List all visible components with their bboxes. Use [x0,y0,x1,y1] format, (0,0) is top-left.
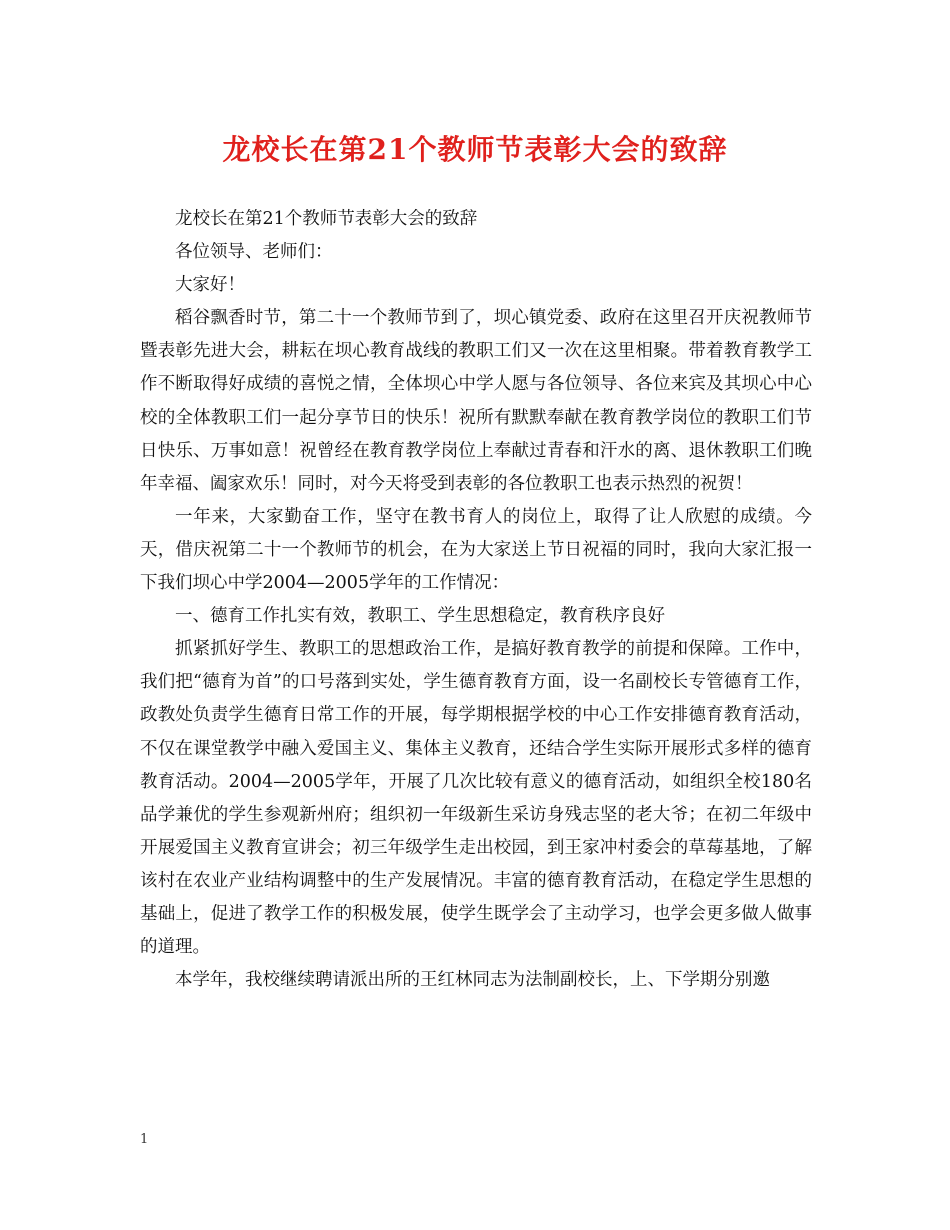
body-paragraph-subtitle: 龙校长在第21个教师节表彰大会的致辞 [175,209,478,229]
body-paragraph: 稻谷飘香时节，第二十一个教师节到了，坝心镇党委、政府在这里召开庆祝教师节暨表彰先进大会，耕耘在坝心教育战线的教职工们又一次在这里相聚。带着教育教学工作不断取得好成绩的喜悦之情，全体坝心中学人愿与各位领导、各位来宾及其坝心中心校的全体教职工们一起分享节日的快乐！祝所有默默奉献在教育教学岗位的教职工们节日快乐、万事如意！祝曾经在教育教学岗位上奉献过青春和汗水的离、退休教职工们晚年幸福、阖家欢乐！同时，对今天将受到表彰的各位教职工也表示热烈的祝贺！ [140,308,812,494]
document-title: 龙校长在第21个教师节表彰大会的致辞 [222,133,728,166]
body-paragraph-greeting: 大家好！ [175,275,245,296]
page-number: 1 [140,1132,149,1147]
section-heading: 一、德育工作扎实有效，教职工、学生思想稳定，教育秩序良好 [175,606,665,627]
body-paragraph: 抓紧抓好学生、教职工的思想政治工作，是搞好教育教学的前提和保障。工作中，我们把“德育为首”的口号落到实处，学生德育教育方面，设一名副校长专管德育工作，政教处负责学生德育日常工作的开展，每学期根据学校的中心工作安排德育教育活动，不仅在课堂教学中融入爱国主义、集体主义教育，还结合学生实际开展形式多样的德育教育活动。2004—2005学年，开展了几次比较有意义的德育活动，如组织全校180名品学兼优的学生参观新州府；组织初一年级新生采访身残志坚的老大爷；在初二年级中开展爱国主义教育宣讲会；初三年级学生走出校园，到王家冲村委会的草莓基地，了解该村在农业产业结构调整中的生产发展情况。丰富的德育教育活动，在稳定学生思想的基础上，促进了教学工作的积极发展，使学生既学会了主动学习，也学会更多做人做事的道理。 [140,639,812,958]
document-body [140,203,812,997]
body-paragraph: 一年来，大家勤奋工作，坚守在教书育人的岗位上，取得了让人欣慰的成绩。今天，借庆祝第二十一个教师节的机会，在为大家送上节日祝福的同时，我向大家汇报一下我们坝心中学2004—2005学年的工作情况： [140,506,812,594]
body-paragraph: 本学年，我校继续聘请派出所的王红林同志为法制副校长，上、下学期分别邀 [175,970,770,991]
body-paragraph-salutation: 各位领导、老师们： [175,242,333,263]
